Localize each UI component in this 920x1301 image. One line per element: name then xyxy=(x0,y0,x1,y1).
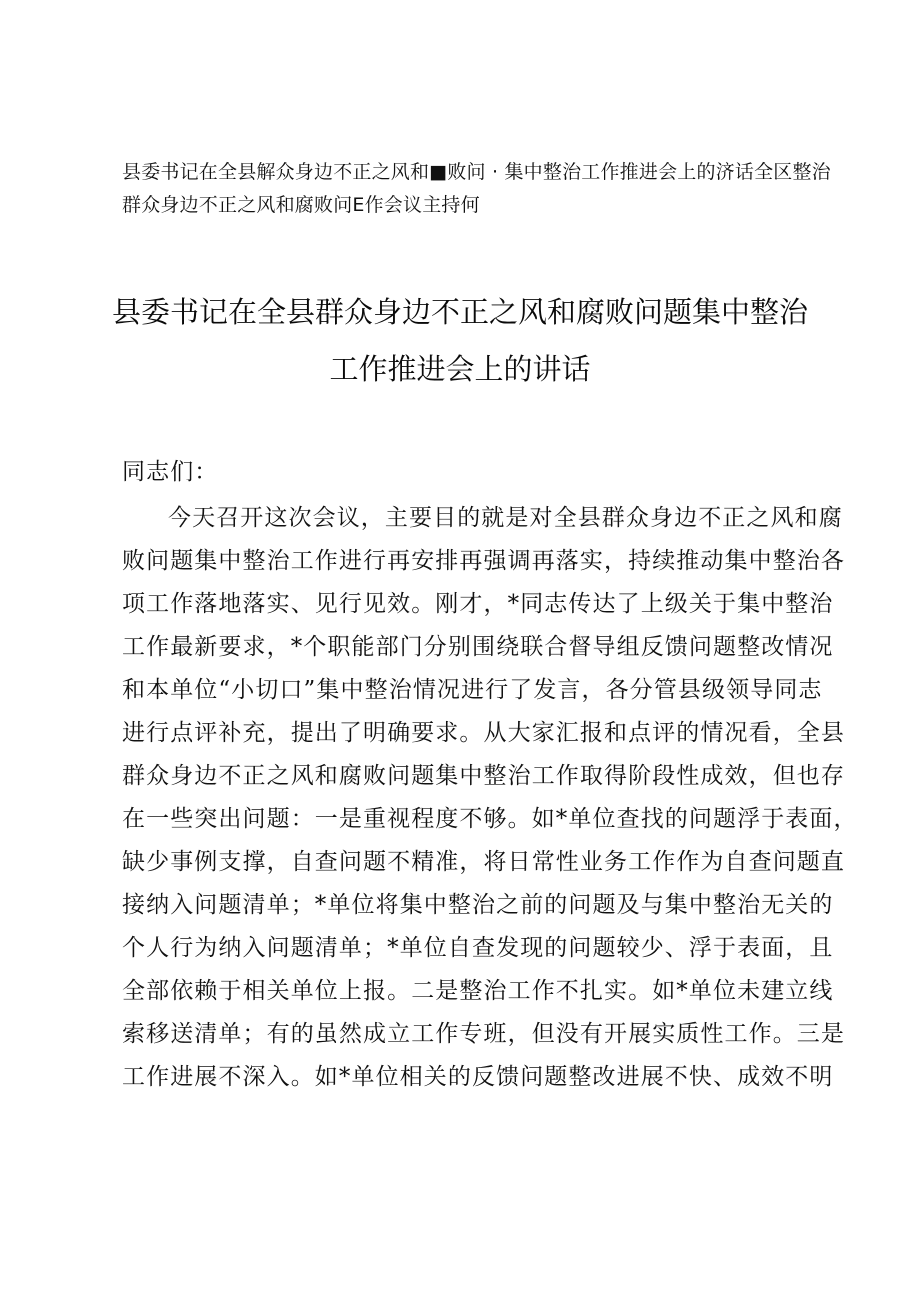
paragraph-line-13: 索移送清单；有的虽然成立工作专班，但没有开展实质性工作。三是 xyxy=(122,1021,845,1047)
greeting: 同志们： xyxy=(122,459,219,485)
paragraph-line-7: 群众身边不正之风和腐败问题集中整治工作取得阶段性成效，但也存 xyxy=(122,763,845,789)
paragraph-line-12: 全部依赖于相关单位上报。二是整治工作不扎实。如*单位未建立线 xyxy=(122,978,834,1004)
paragraph-line-4: 工作最新要求，*个职能部门分别围绕联合督导组反馈问题整改情况 xyxy=(122,634,834,660)
title-line-1: 县委书记在全县群众身边不正之风和腐败问题集中整治 xyxy=(111,295,808,329)
paragraph-line-11: 个人行为纳入问题清单；*单位自查发现的问题较少、浮于表面，且 xyxy=(122,935,834,961)
paragraph-line-5: 和本单位“小切口”集中整治情况进行了发言，各分管县级领导同志 xyxy=(122,677,823,703)
title-line-2: 工作推进会上的讲话 xyxy=(329,352,591,386)
paragraph-line-8: 在一些突出问题：一是重视程度不够。如*单位查找的问题浮于表面， xyxy=(122,806,858,832)
paragraph-line-14: 工作进展不深入。如*单位相关的反馈问题整改进展不快、成效不明 xyxy=(122,1064,834,1090)
paragraph-line-10: 接纳入问题清单；*单位将集中整治之前的问题及与集中整治无关的 xyxy=(122,892,834,918)
header-line-2: 群众身边不正之风和腐败问E作会议主持何 xyxy=(122,194,480,216)
header-line-1: 县委书记在全县解众身边不正之风和■败问 · 集中整治工作推进会上的济话全区整治 xyxy=(122,161,831,183)
paragraph-line-1: 今天召开这次会议，主要目的就是对全县群众身边不正之风和腐 xyxy=(168,505,843,531)
paragraph-line-2: 败问题集中整治工作进行再安排再强调再落实，持续推动集中整治各 xyxy=(122,548,845,574)
paragraph-line-6: 进行点评补充，提出了明确要求。从大家汇报和点评的情况看，全县 xyxy=(122,720,845,746)
paragraph-line-9: 缺少事例支撑，自查问题不精准，将日常性业务工作作为自查问题直 xyxy=(122,849,845,875)
paragraph-line-3: 项工作落地落实、见行见效。刚才，*同志传达了上级关于集中整治 xyxy=(122,591,834,617)
